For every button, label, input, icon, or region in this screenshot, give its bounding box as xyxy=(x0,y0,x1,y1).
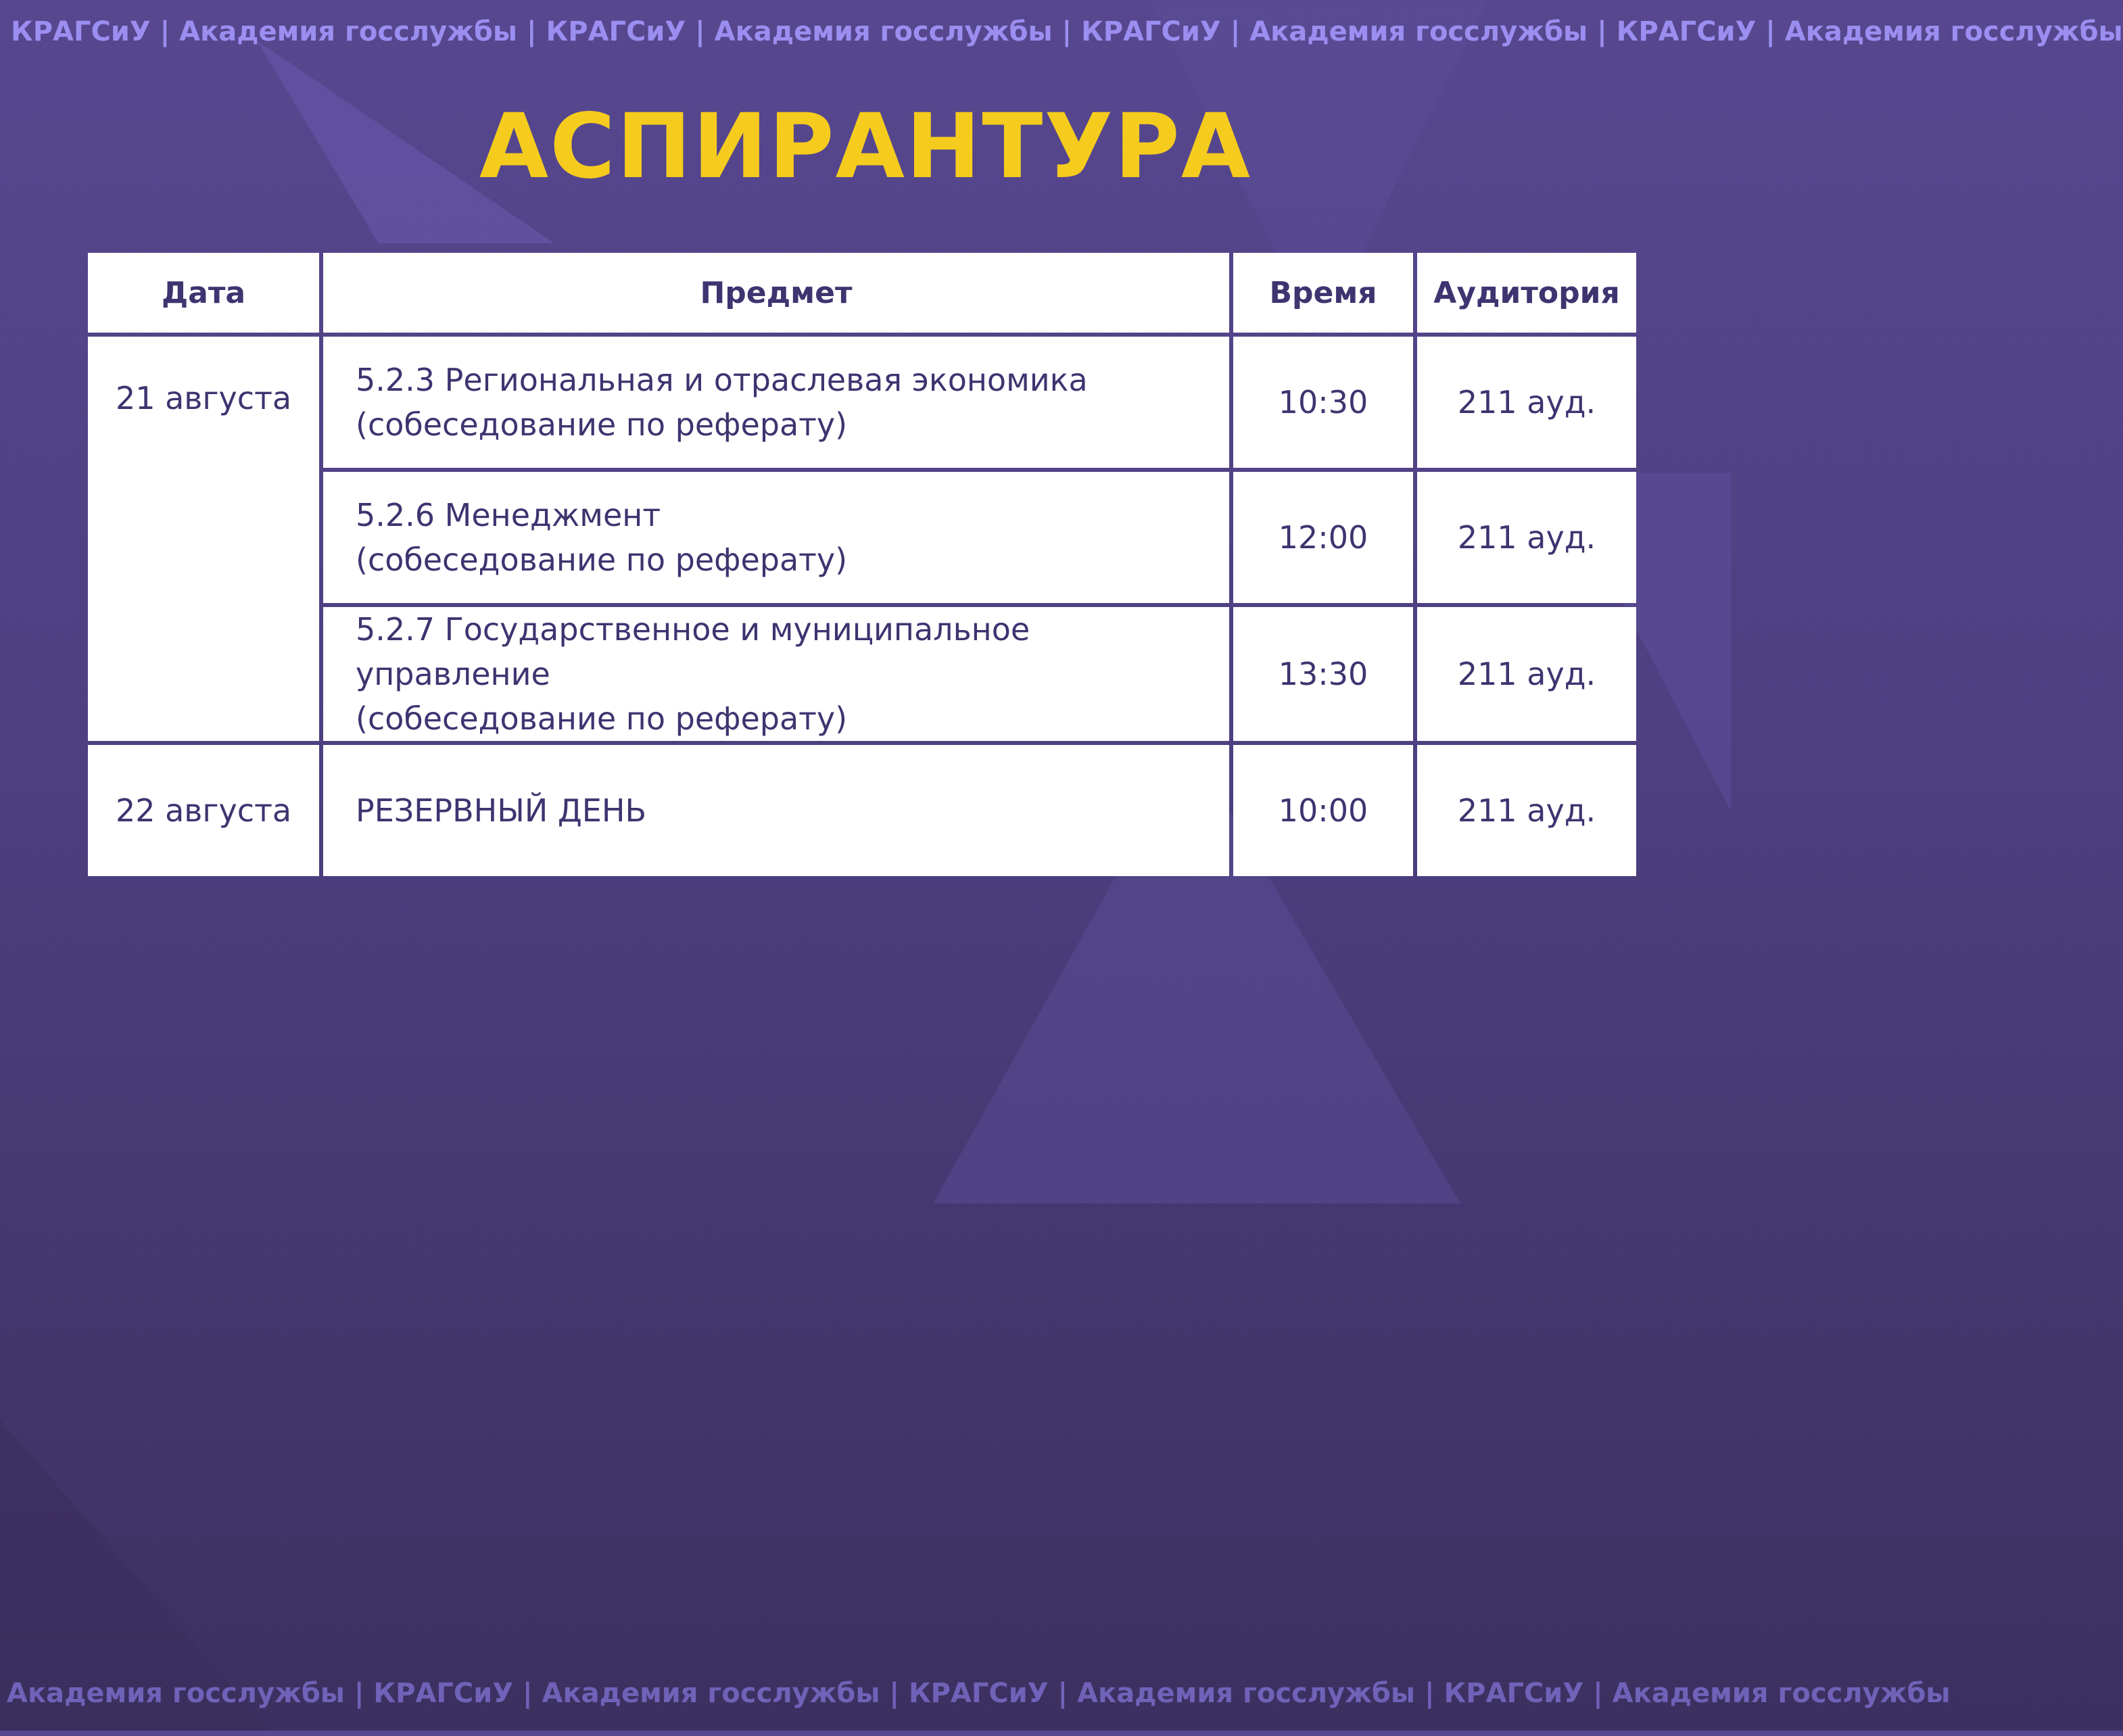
page-title: АСПИРАНТУРА xyxy=(479,95,1252,199)
header-room: Аудитория xyxy=(1417,253,1636,333)
time-cell: 10:00 xyxy=(1233,745,1413,876)
header-subject: Предмет xyxy=(323,253,1229,333)
table-row xyxy=(88,337,1636,468)
table-row xyxy=(88,745,1636,876)
room-cell: 211 ауд. xyxy=(1417,745,1636,876)
subject-cell xyxy=(323,337,1229,468)
subject-cell xyxy=(323,607,1229,741)
ticker-top-text: КРАГСиУ | Академия госслужбы | КРАГСиУ | Академия госслужбы | КРАГСиУ | Академия госслужбы | КРАГСиУ | Академия госслужбы xyxy=(11,16,2123,47)
room-cell: 211 ауд. xyxy=(1417,472,1636,603)
time-cell: 10:30 xyxy=(1233,337,1413,468)
ticker-top xyxy=(0,14,2123,81)
room-cell: 211 ауд. xyxy=(1417,337,1636,468)
table-row xyxy=(88,607,1636,741)
subject-title: 5.2.6 Менеджмент xyxy=(356,497,661,533)
subject-title: 5.2.7 Государственное и муниципальное управление xyxy=(356,611,1030,692)
subject-cell xyxy=(323,472,1229,603)
subject-format: (собеседование по реферату) xyxy=(356,700,848,737)
subject-title: РЕЗЕРВНЫЙ ДЕНЬ xyxy=(356,792,647,829)
date-cell: 22 августа xyxy=(88,745,319,876)
table-row xyxy=(88,472,1636,603)
date-cell: 21 августа xyxy=(88,337,319,741)
subject-title: 5.2.3 Региональная и отраслевая экономика xyxy=(356,362,1088,398)
subject-format: (собеседование по реферату) xyxy=(356,541,848,578)
subject-format: (собеседование по реферату) xyxy=(356,406,848,443)
subject-cell xyxy=(323,745,1229,876)
schedule-table xyxy=(84,249,1640,880)
header-date: Дата xyxy=(88,253,319,333)
ticker-bottom-text: Академия госслужбы | КРАГСиУ | Академия госслужбы | КРАГСиУ | Академия госслужбы | КРАГСиУ | Академия госслужбы xyxy=(7,1678,1951,1709)
ticker-bottom xyxy=(0,1668,1951,1736)
time-cell: 13:30 xyxy=(1233,607,1413,741)
header-time: Время xyxy=(1233,253,1413,333)
room-cell: 211 ауд. xyxy=(1417,607,1636,741)
table-header-row xyxy=(88,253,1636,333)
time-cell: 12:00 xyxy=(1233,472,1413,603)
